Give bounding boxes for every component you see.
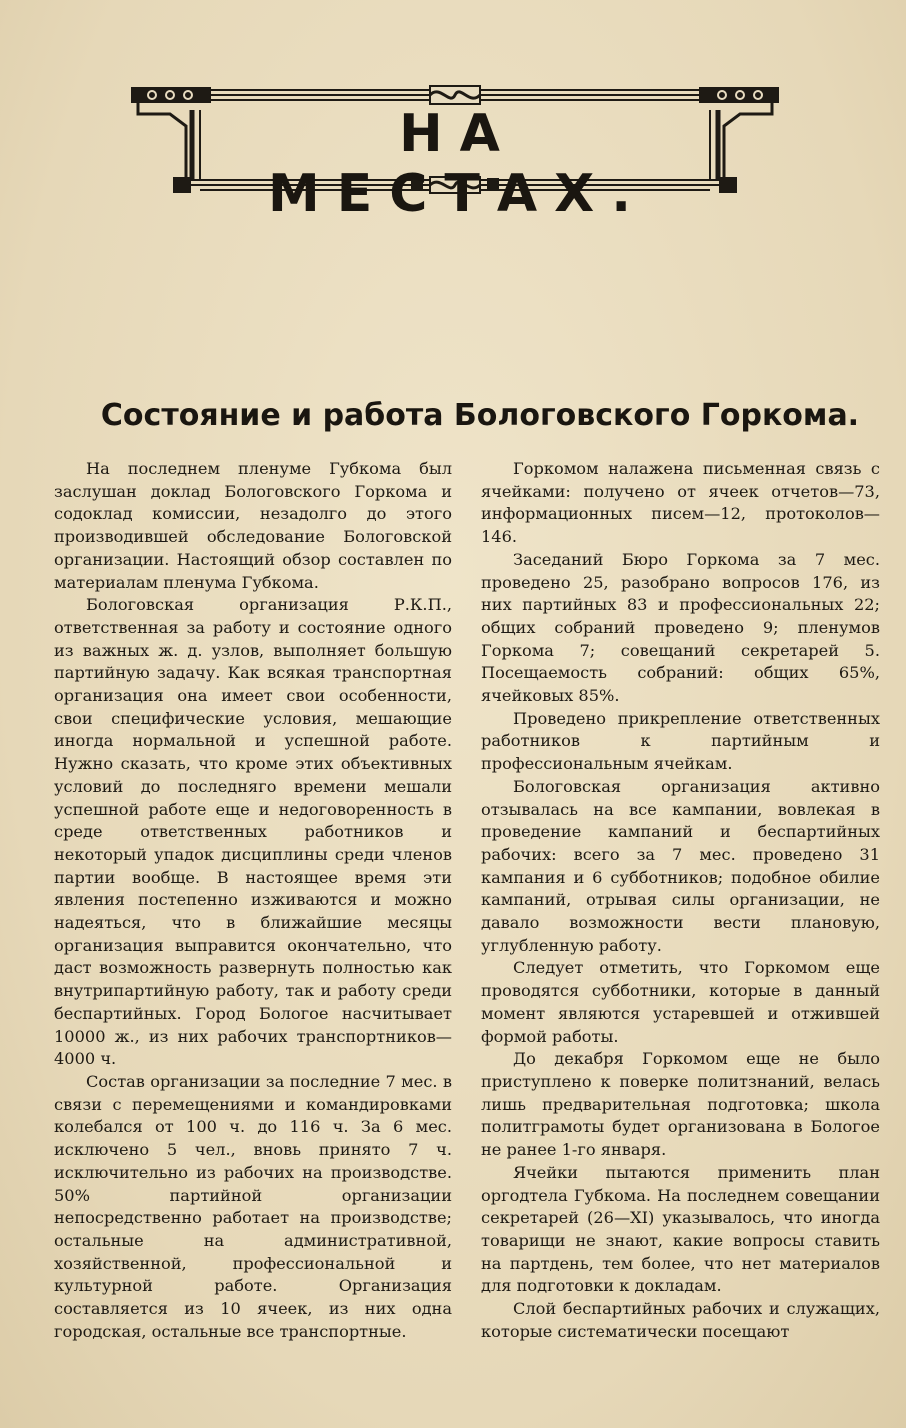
section-header-ornament — [130, 82, 780, 224]
paragraph: Заседаний Бюро Горкома за 7 мес. проведено 25, разобрано вопросов 176, из них партийных 83 и профессиональных 22; общих собраний проведено 9; пленумов Горкома 7; совещаний секретарей 5. Посещаемость собраний: общих 65%, ячейковых 85%. — [481, 549, 880, 706]
paragraph: До декабря Горкомом еще не было приступлено к поверке политзнаний, велась лишь предварительная подготовка; школа политграмоты будет организована в Бологое не ранее 1-го января. — [481, 1049, 880, 1160]
article-title: Состояние и работа Бологовского Горкома. — [100, 398, 860, 433]
paragraph: На последнем пленуме Губкома был заслушан доклад Бологовского Горкома и содоклад комиссии, незадолго до этого производившей обследование Бологовской организации. Настоящий обзор составлен по материалам пленума Губкома. — [54, 459, 452, 592]
text-column-right — [481, 458, 880, 1343]
paragraph: Бологовская организация Р.К.П., ответственная за работу и состояние одного из важных ж. д. узлов, выполняет большую партийную задачу. Как всякая транспортная организация она имеет свои особенности, свои специфические условия, мешающие иногда нормальной и успешной работе. Нужно сказать, что кроме этих объективных условий до последняго времени мешали успешной работе еще и недоговоренность в среде ответственных работников и некоторый упадок дисциплины среди членов партии вообще. В настоящее время эти явления постепенно изживаются и можно надеяться, что в ближайшие месяцы организация выправится окончательно, что даст возможность развернуть полностью как внутрипартийную работу, так и работу среди беспартийных. Город Бологое насчитывает 10000 ж., из них рабочих транспортников— 4000 ч. — [54, 595, 452, 1069]
paragraph: Слой беспартийных рабочих и служащих, которые систематически посещают — [481, 1299, 880, 1341]
paragraph: Горкомом налажена письменная связь с ячейками: получено от ячеек отчетов—73, информационных писем—12, протоколов—146. — [481, 459, 880, 547]
text-column-left — [54, 458, 452, 1343]
paragraph: Ячейки пытаются применить план оргодтела Губкома. На последнем совещании секретарей (26—XI) указывалось, что иногда товарищи не знают, какие вопросы ставить на партдень, тем более, что нет материалов для подготовки к докладам. — [481, 1162, 880, 1296]
paragraph: Бологовская организация активно отзывалась на все кампании, вовлекая в проведение кампаний и беспартийных рабочих: всего за 7 мес. проведено 31 кампания и 6 субботников; подобное обилие кампаний, отрывая силы организации, не давало возможности вести плановую, углубленную работу. — [481, 776, 880, 955]
section-title: НА МЕСТАХ. — [268, 104, 648, 224]
paragraph: Проведено прикрепление ответственных работников к партийным и профессиональным ячейкам. — [481, 708, 880, 774]
paragraph: Состав организации за последние 7 мес. в связи с перемещениями и командировками колебался от 100 ч. до 116 ч. За 6 мес. исключено 5 чел., вновь принято 7 ч. исключительно из рабочих на производстве. 50% партийной организации непосредственно работает на производстве; остальные на административной, хозяйственной, профессиональной и культурной работе. Организация составляется из 10 ячеек, из них одна городская, остальные все транспортные. — [54, 1071, 452, 1341]
paragraph: Следует отметить, что Горкомом еще проводятся субботники, которые в данный момент являются устаревшей и отжившей формой работы. — [481, 958, 880, 1046]
